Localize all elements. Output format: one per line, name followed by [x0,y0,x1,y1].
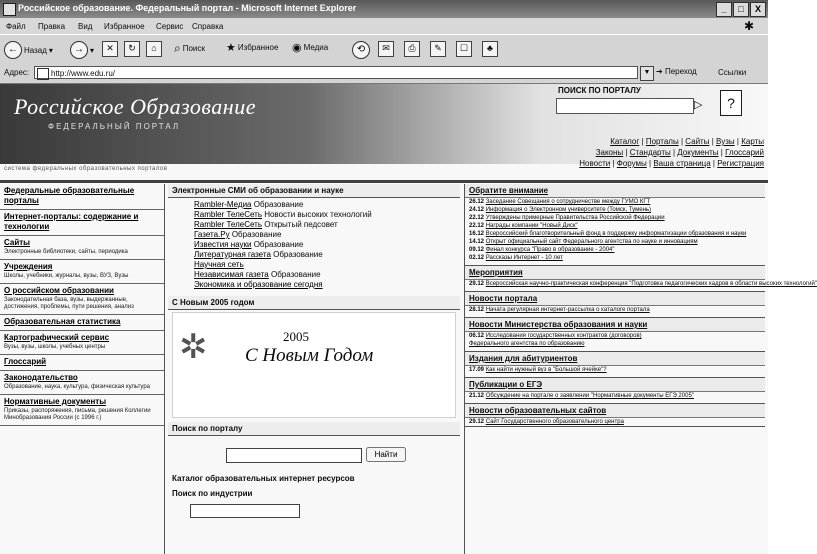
section-title[interactable]: Новости образовательных сайтов [465,404,765,418]
minimize-button[interactable]: _ [716,2,732,17]
news-link[interactable]: Начата регулярная интернет-рассылка о каталоге портала [485,307,650,313]
home-icon: ⌂ [146,41,162,57]
back-button[interactable]: ← Назад ▾ [4,41,53,59]
newyear-year: 2005 [283,329,309,344]
events-section [465,266,817,292]
top-navigation [500,136,764,169]
sidebar-link-legislation[interactable]: Законодательство [4,373,78,382]
sidebar-link-statistics[interactable]: Образовательная статистика [4,317,121,326]
news-item: 22.12 Награды компании "Новый Диск" [469,223,578,229]
back-arrow-icon: ← [4,41,22,59]
sidebar-link-institutions[interactable]: Учреждения [4,262,53,271]
list-item: Rambler ТелеСеть Открытый педсовет [194,220,338,229]
news-section [465,184,765,266]
news-item: 16.12 Всероссийский благотворительный фонд в поддержку информатизации образования и науки [469,231,747,237]
sites-news-section [465,404,765,427]
header-divider [0,180,768,183]
menu-bar [0,18,768,34]
news-link[interactable]: Утверждены примерные Правительства Российской Федерации [485,215,665,221]
web-page [0,84,817,554]
sidebar-sub: Образование, наука, культура, физическая культура [4,384,151,390]
nav-news[interactable]: Новости [579,159,611,168]
history-icon: ⟲ [352,41,370,59]
news-item: 17.09 Как найти нужный вуз в "Большой ячейке"? [469,367,607,373]
media-icon: ◉ [292,42,302,54]
section-title[interactable]: Издания для абитуриентов [465,352,765,366]
news-item: 29.12 Всероссийская научно-практическая конференция "Подготовка педагогических кадров в области высоких технологий" [469,281,817,287]
forward-arrow-icon: → [70,41,88,59]
section-title[interactable]: Новости Министерства образования и науки [465,318,765,332]
sidebar-link-about-education[interactable]: О российском образовании [4,286,114,295]
media-link[interactable]: Газета.Ру [194,230,230,239]
list-item: Rambler-Медиа Образование [194,200,304,209]
sidebar-section [0,236,164,260]
sidebar-link-sites[interactable]: Сайты [4,238,30,247]
mail-button[interactable] [378,41,394,57]
news-link[interactable]: Заседание Совещания о сотрудничестве между ГУМО КГТ [485,199,651,205]
media-link[interactable]: Экономика и образование сегодня [194,280,323,289]
nav-documents[interactable]: Документы [677,148,719,157]
sidebar-link-map-service[interactable]: Картографический сервис [4,333,110,342]
media-section-title: Электронные СМИ об образовании и науке [168,184,460,198]
news-link[interactable]: Рассказы Интернет - 10 лет [485,255,563,261]
sidebar-section [0,210,164,236]
refresh-icon: ↻ [124,41,140,57]
newyear-title: С Новым 2005 годом [168,296,460,310]
list-item [194,260,460,270]
christmas-tree-icon: ✲ [179,328,208,366]
site-logo[interactable]: Российское Образование [14,94,256,119]
top-search-label: ПОИСК ПО ПОРТАЛУ [558,86,641,95]
section-title[interactable]: Мероприятия [465,266,765,280]
menu-edit[interactable]: Правка [38,22,66,31]
news-item: 21.12 Обсуждение на портале о заявлении "Нормативные документы ЕГЭ 2005" [469,393,694,399]
menu-file[interactable]: Файл [6,22,26,31]
edit-icon: ✎ [430,41,446,57]
go-arrow-icon: ➔ [656,67,663,76]
sidebar-section [0,184,164,210]
menu-favorites[interactable]: Избранное [104,22,145,31]
news-link[interactable]: Как найти нужный вуз в "Большой ячейке"? [485,367,607,373]
nav-sites[interactable]: Сайты [685,137,710,146]
site-subtitle: ФЕДЕРАЛЬНЫЙ ПОРТАЛ [48,122,181,131]
edit-button[interactable] [430,41,446,57]
top-search-arrow-icon[interactable]: ▷ [694,99,703,111]
messenger-button[interactable] [482,41,498,57]
menu-help[interactable]: Справка [192,22,224,31]
news-link[interactable]: Финал конкурса "Право в образование - 2004" [485,247,615,253]
catalog-search-input[interactable] [190,504,300,518]
stop-button[interactable] [102,41,118,57]
applicants-section [465,352,765,378]
portal-search-button[interactable]: Найти [366,447,406,462]
mail-icon: ✉ [378,41,394,57]
site-header [0,84,768,168]
messenger-icon: ♣ [482,41,498,57]
nav-your-page[interactable]: Ваша страница [653,159,711,168]
media-link[interactable]: Научная сеть [194,260,244,269]
list-item: Независимая газета Образование [194,270,321,279]
news-link[interactable]: Открыт официальный сайт Федерального агентства по науке и инновациям [485,239,698,245]
menu-view[interactable]: Вид [78,22,93,31]
sidebar-link-glossary[interactable]: Глоссарий [4,357,47,366]
news-item [465,340,765,351]
center-column [168,184,460,554]
window-title: Российское образование. Федеральный портал - Microsoft Internet Explorer [18,3,357,13]
sidebar-section [0,315,164,331]
nav-maps[interactable]: Карты [741,137,764,146]
sidebar-link-internet-portals[interactable]: Интернет-порталы: содержание и технологии [4,212,139,231]
ege-section [465,378,765,404]
print-icon: ⎙ [404,41,420,57]
nav-glossary[interactable]: Глоссарий [725,148,764,157]
maximize-button[interactable]: □ [733,2,749,17]
media-link[interactable]: Известия науки [194,240,252,249]
favorites-button[interactable]: ★ Избранное [226,42,279,54]
section-title[interactable]: Публикации о ЕГЭ [465,378,765,392]
nav-laws[interactable]: Законы [595,148,624,157]
ie-logo-icon: ✱ [744,19,755,33]
address-label: Адрес: [4,68,30,77]
print-button[interactable] [404,41,420,57]
news-link[interactable]: Информация о Электронном университете (Томск, Тумень) [485,207,652,213]
window-titlebar [0,0,768,18]
go-button[interactable]: ➔ Переход [656,67,697,76]
media-link[interactable]: Литературная газета [194,250,271,259]
forward-button[interactable]: → ▾ [70,41,94,59]
address-dropdown[interactable]: ▼ [640,66,654,81]
nav-row-3: Новости | Форумы | Ваша страница | Регистрация [579,159,764,168]
sidebar-section [0,371,164,395]
list-item: Литературная газета Образование [194,250,323,259]
list-item: Rambler ТелеСеть Новости высоких технологий [194,210,372,219]
ie-icon [3,3,16,16]
address-bar [0,63,768,84]
nav-universities[interactable]: Вузы [716,137,735,146]
newyear-banner[interactable] [172,312,456,418]
list-item: Известия науки Образование [194,240,304,249]
media-link[interactable]: Независимая газета [194,270,269,279]
sidebar-section [0,260,164,284]
list-item: Газета.Ру Образование [194,230,282,239]
sidebar-sub: Школы, учебники, журналы, вузы, ВУЗ, Вузы [4,273,129,279]
search-button[interactable]: ⌕ Поиск [174,41,205,55]
catalog-search-label: Поиск по индустрии [172,489,253,498]
help-button[interactable]: ? [720,90,742,116]
history-button[interactable] [352,41,370,59]
discuss-icon: ☐ [456,41,472,57]
nav-portals[interactable]: Порталы [645,137,679,146]
sidebar-sub: Законодательная база, вузы, выдержанные, достижения, проблемы, пути решения, анализ [4,297,134,310]
sidebar-section [0,355,164,371]
sidebar-section [0,395,164,426]
portal-news-section [465,292,765,318]
news-link[interactable]: Сайт Государственного образовательного центра [485,419,624,425]
page-icon [37,68,49,80]
news-item: 09.12 Финал конкурса "Право в образование - 2004" [469,247,615,253]
nav-catalog[interactable]: Каталог [610,137,640,146]
links-button[interactable]: Ссылки [718,68,747,77]
news-link[interactable]: Всероссийский благотворительный фонд в поддержку информатизации образования и науки [485,231,747,237]
star-icon: ★ [226,42,236,54]
news-link[interactable]: Федерального агентства по образованию [469,341,585,347]
sidebar-link-federal-portals[interactable]: Федеральные образовательные порталы [4,186,135,205]
media-link[interactable]: Rambler ТелеСеть [194,210,262,219]
media-button[interactable]: ◉ Медиа [292,42,329,54]
news-item: 02.12 Рассказы Интернет - 10 лет [469,255,563,261]
news-item: 24.12 Информация о Электронном университете (Томск, Тумень) [469,207,652,213]
refresh-button[interactable] [124,41,140,57]
news-link[interactable]: Обсуждение на портале о заявлении "Нормативные документы ЕГЭ 2005" [485,393,694,399]
news-link[interactable]: Исследования государственных контрактов (договоров) [485,333,642,339]
media-link[interactable]: Rambler-Медиа [194,200,252,209]
news-item: 06.12 Исследования государственных контрактов (договоров) [469,333,642,339]
sidebar-sub: Приказы, распоряжения, письма, решения Коллегии Минобразования России (с 1996 г.) [4,408,151,421]
address-input[interactable]: http://www.edu.ru/ [34,66,638,79]
nav-row-1: Каталог | Порталы | Сайты | Вузы | Карты [610,137,764,146]
sidebar-sub: Электронные библиотеки, сайты, периодика [4,249,128,255]
section-title[interactable]: Новости портала [465,292,765,306]
sidebar-sub: Вузы, вузы, школы, учебных центры [4,344,106,350]
home-button[interactable] [146,41,162,57]
search-icon: ⌕ [174,41,181,55]
news-item: 14.12 Открыт официальный сайт Федерального агентства по науке и инновациям [469,239,698,245]
sidebar-link-regulations[interactable]: Нормативные документы [4,397,107,406]
sidebar-section [0,331,164,355]
menu-tools[interactable]: Сервис [156,22,184,31]
discuss-button[interactable] [456,41,472,57]
ministry-news-section [465,318,765,352]
portal-search-input[interactable] [226,448,362,463]
nav-forums[interactable]: Форумы [616,159,647,168]
right-column [464,184,817,554]
portal-search-title: Поиск по порталу [168,422,460,436]
media-link[interactable]: Rambler ТелеСеть [194,220,262,229]
left-sidebar [0,184,165,554]
site-strapline: система федеральных образовательных порталов [4,166,168,172]
news-link[interactable]: Награды компании "Новый Диск" [485,223,578,229]
section-title[interactable]: Обратите внимание [465,184,765,198]
sidebar-section [0,284,164,315]
media-list [168,198,460,290]
top-search-input[interactable] [556,98,694,114]
nav-registration[interactable]: Регистрация [717,159,764,168]
news-item: 28.12 Начата регулярная интернет-рассылка о каталоге портала [469,307,650,313]
news-item: 26.12 Заседание Совещания о сотрудничестве между ГУМО КГТ [469,199,651,205]
news-item: 29.12 Сайт Государственного образовательного центра [469,419,624,425]
nav-row-2: Законы | Стандарты | Документы | Глоссарий [595,148,764,157]
news-link[interactable]: Всероссийская научно-практическая конференция "Подготовка педагогических кадров в области высоких технологий" [485,281,817,287]
catalog-title: Каталог образовательных интернет ресурсов [172,474,355,483]
nav-standards[interactable]: Стандарты [629,148,671,157]
stop-icon: ✕ [102,41,118,57]
toolbar [0,34,768,64]
newyear-greeting: С Новым Годом [245,345,374,366]
news-item: 22.12 Утверждены примерные Правительства Российской Федерации [469,215,665,221]
list-item [194,280,460,290]
close-button[interactable]: X [750,2,766,17]
